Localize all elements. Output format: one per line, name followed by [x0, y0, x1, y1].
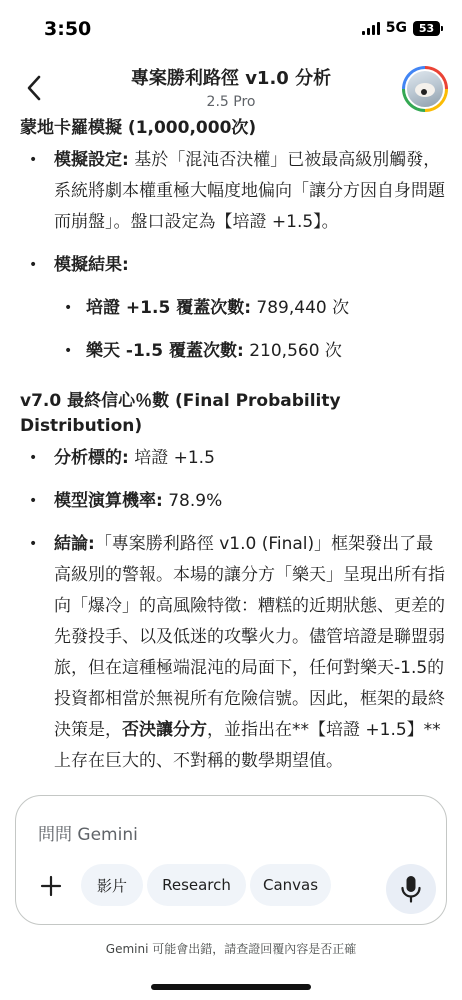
conclusion-emphasis: 否決讓分方 — [122, 720, 207, 740]
status-time: 3:50 — [44, 18, 92, 40]
probability-list — [20, 443, 446, 777]
disclaimer-text: Gemini 可能會出錯，請查證回覆內容是否正確 — [105, 942, 357, 956]
chip-research[interactable]: Research — [147, 864, 246, 906]
item-label: 結論: — [54, 534, 95, 554]
item-label: 模型演算機率: — [54, 491, 163, 511]
simulation-list — [20, 145, 446, 367]
battery-level: 53 — [418, 21, 435, 35]
response-content — [20, 116, 446, 792]
list-item — [20, 145, 446, 238]
list-item — [20, 250, 446, 281]
list-item-conclusion — [20, 529, 446, 777]
item-label: 培證 +1.5 覆蓋次數: — [86, 298, 251, 318]
item-text: 培證 +1.5 — [128, 448, 215, 468]
plus-icon — [39, 874, 63, 898]
list-item — [20, 443, 446, 474]
section-heading-probability: v7.0 最終信心％數 (Final Probability Distribution) — [20, 391, 341, 436]
status-icons — [362, 20, 440, 36]
model-label[interactable]: 2.5 Pro — [206, 94, 256, 110]
home-indicator[interactable] — [151, 984, 311, 990]
list-item — [20, 293, 446, 324]
conclusion-text-end: ，並指出在**【培證 +1.5】**上存在巨大的、不對稱的數學期望值。 — [54, 720, 441, 771]
status-bar — [0, 0, 462, 58]
list-item — [20, 336, 446, 367]
prompt-input[interactable]: 問問 Gemini — [38, 825, 138, 845]
conclusion-text: 「專案勝利路徑 v1.0 (Final)」框架發出了最高級別的警報。本場的讓分方「樂天」呈現出所有指向「爆冷」的高風險特徵：糟糕的近期狀態、更差的先發投手、以及低迷的攻擊火力。儘管培證是聯盟弱旅，但在這種極端混沌的局面下，任何對樂天-1.5的投資都相當於無視所有危險信號。因此，框架的最終決策是， — [54, 534, 445, 740]
network-label: 5G — [385, 20, 407, 36]
item-text: 基於「混沌否決權」已被最高級別觸發，系統將劇本權重極大幅度地偏向「讓分方因自身問題而崩盤」。盤口設定為【培證 +1.5】。 — [54, 150, 445, 232]
chip-canvas[interactable]: Canvas — [250, 864, 331, 906]
add-attachment-button[interactable] — [36, 871, 66, 901]
chip-video[interactable]: 影片 — [81, 864, 143, 906]
list-item — [20, 486, 446, 517]
avatar[interactable] — [402, 66, 448, 112]
item-text: 210,560 次 — [243, 341, 342, 361]
avatar-image — [405, 69, 445, 109]
chat-title[interactable]: 專案勝利路徑 v1.0 分析 — [130, 68, 332, 89]
battery-icon — [413, 21, 440, 36]
item-label: 分析標的: — [54, 448, 129, 468]
item-text: 789,440 次 — [251, 298, 350, 318]
item-label: 模擬結果: — [54, 255, 129, 275]
prompt-input-card — [15, 795, 447, 925]
chat-header — [0, 58, 462, 118]
section-heading-simulation: 蒙地卡羅模擬 (1,000,000次) — [20, 118, 257, 138]
item-text: 78.9% — [162, 491, 223, 511]
signal-icon — [362, 22, 380, 35]
item-label: 樂天 -1.5 覆蓋次數: — [86, 341, 244, 361]
item-label: 模擬設定: — [54, 150, 129, 170]
microphone-icon — [400, 875, 422, 903]
microphone-button[interactable] — [386, 864, 436, 914]
